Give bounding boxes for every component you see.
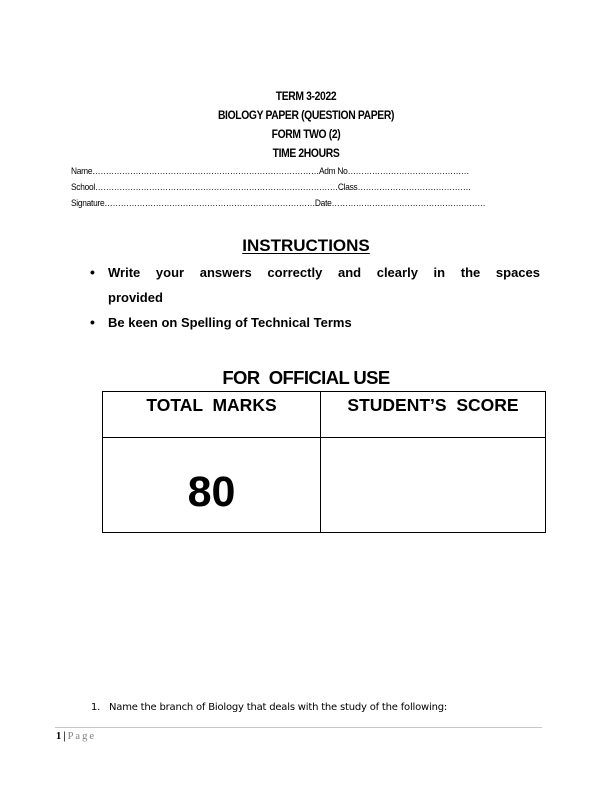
marks-table-row	[103, 438, 546, 533]
official-use-heading: FOR OFFICIAL USE	[222, 367, 390, 388]
instructions-heading	[0, 236, 612, 256]
exam-term: TERM 3-2022	[275, 91, 337, 103]
date-field[interactable]: …………………………………………………	[331, 198, 486, 209]
class-field[interactable]: ……………………………………	[357, 182, 471, 193]
page-number: 1	[56, 731, 62, 742]
instruction-item	[90, 260, 540, 310]
marks-table-header	[103, 392, 546, 438]
question-number: 1.	[91, 702, 101, 713]
instruction-text: Be keen on Spelling of Technical Terms	[108, 315, 352, 330]
name-field[interactable]: …………………………………………………………………………	[92, 166, 319, 177]
footer-separator: |	[63, 731, 66, 742]
name-label: Name	[71, 166, 93, 177]
signature-date-row	[71, 198, 511, 209]
exam-time: TIME 2HOURS	[272, 148, 340, 160]
instructions-list	[90, 260, 540, 335]
adm-no-field[interactable]: ………………………………………	[347, 166, 470, 177]
exam-form: FORM TWO (2)	[271, 129, 341, 141]
instructions-heading-text: INSTRUCTIONS	[242, 236, 370, 255]
class-label: Class	[337, 182, 358, 193]
page-label: Page	[67, 731, 96, 742]
total-marks-header: TOTAL MARKS	[103, 392, 321, 438]
school-label: School	[71, 182, 95, 193]
question-text: Name the branch of Biology that deals with the study of the following:	[109, 702, 448, 713]
instruction-item	[90, 310, 540, 335]
signature-label: Signature	[71, 198, 105, 209]
page-footer	[56, 731, 96, 742]
footer-divider	[55, 727, 542, 728]
total-marks-value: 80	[103, 438, 321, 533]
adm-no-label: Adm No	[318, 166, 348, 177]
exam-paper-title: BIOLOGY PAPER (QUESTION PAPER)	[217, 110, 395, 122]
instruction-text-cont: provided	[108, 290, 163, 305]
school-field[interactable]: ………………………………………………………………………………	[94, 182, 338, 193]
name-admno-row	[71, 166, 493, 177]
student-score-header: STUDENT’S SCORE	[321, 392, 546, 438]
question-1	[91, 702, 447, 713]
date-label: Date	[314, 198, 332, 209]
signature-field[interactable]: ……………………………………………………………………	[104, 198, 315, 209]
student-score-cell[interactable]	[321, 438, 546, 533]
instruction-text: • Write your answers correctly and clearly in the spaces	[108, 265, 540, 280]
marks-table	[102, 391, 546, 533]
school-class-row	[71, 182, 502, 193]
